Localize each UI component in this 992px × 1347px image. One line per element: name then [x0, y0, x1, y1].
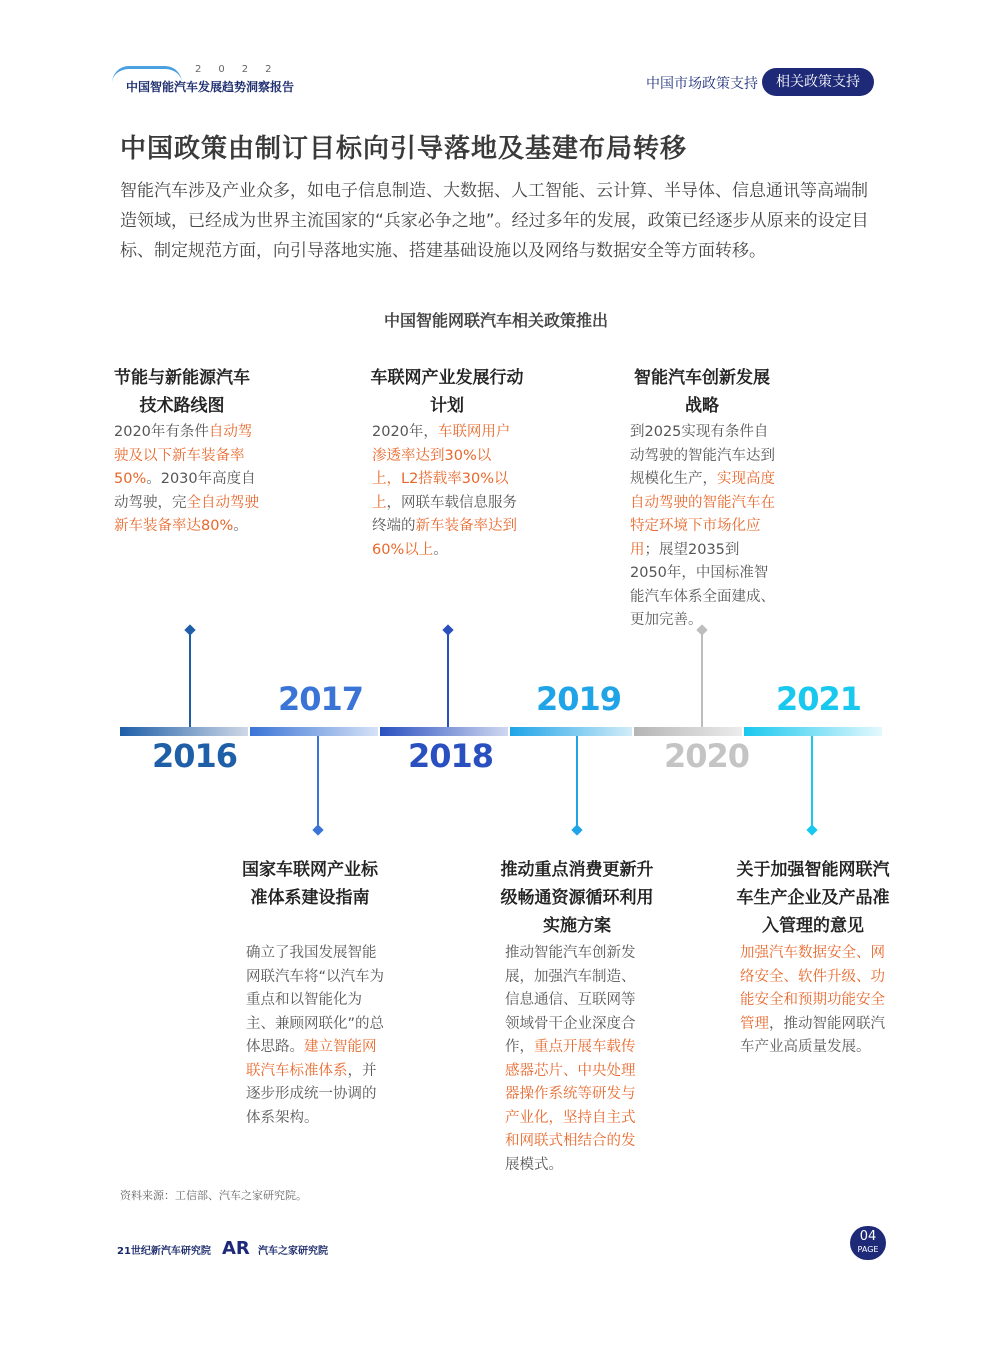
- connector-2017: [317, 736, 319, 828]
- intro-paragraph: 智能汽车涉及产业众多，如电子信息制造、大数据、人工智能、云计算、半导体、信息通讯等高端制造领域，已经成为世界主流国家的“兵家必争之地”。经过多年的发展，政策已经逐步从原来的设定目标、制定规范方面，向引导落地实施、搭建基础设施以及网络与数据安全等方面转移。: [120, 181, 869, 261]
- marker-2017-icon: [312, 824, 323, 835]
- source-note: 资料来源：工信部、汽车之家研究院。: [120, 1189, 307, 1202]
- body-text: ；展望2035到2050年，中国标准智能汽车体系全面建成、更加完善。: [630, 541, 775, 628]
- highlight-text: 加强汽车数据安全、网络安全、软件升级、功能安全和预期功能安全管理: [740, 945, 885, 1032]
- event-2017-body: [246, 942, 386, 1130]
- event-2018-title: 车联网产业发展行动计划: [370, 368, 524, 416]
- highlight-text: 重点开展车载传感器芯片、中央处理器操作系统等研发与产业化，坚持自主式和网联式相结合的发: [505, 1039, 636, 1149]
- event-2016-body: [114, 421, 264, 539]
- page-label: PAGE: [857, 1245, 879, 1254]
- event-2018-body: [372, 421, 520, 562]
- event-2020-body: [630, 421, 776, 633]
- body-text: 。: [146, 471, 161, 487]
- logo-text: 中国智能汽车发展趋势洞察报告: [126, 80, 295, 94]
- event-2016-title: 节能与新能源汽车技术路线图: [114, 368, 250, 416]
- highlight-text: 车联网用户渗透率达到30%以上，L2搭载率30%以上: [372, 424, 511, 511]
- body-text: 2020年有条件: [114, 424, 209, 440]
- event-2019-title: 推动重点消费更新升级畅通资源循环利用实施方案: [500, 860, 654, 936]
- body-text: 。: [433, 541, 448, 558]
- highlight-text: 建立智能网联汽车标准体系: [246, 1039, 377, 1079]
- footer-logo-21st-century: 21世纪新汽车研究院: [117, 1246, 211, 1257]
- timeline-segment-2017: [250, 727, 378, 736]
- body-text: 推动智能汽车创新发展，加强汽车制造、信息通信、互联网等领域骨干企业深度合作，: [505, 945, 636, 1055]
- year-2017: 2017: [278, 680, 364, 718]
- nav-related-policy-tab[interactable]: 相关政策支持: [762, 68, 874, 96]
- marker-2019-icon: [571, 824, 582, 835]
- highlight-text: 新车装备率达到60%以上: [372, 518, 517, 558]
- year-2021: 2021: [776, 680, 862, 718]
- year-2019: 2019: [536, 680, 622, 718]
- connector-2018: [447, 632, 449, 727]
- connector-2021: [811, 736, 813, 828]
- event-2019-body: [505, 942, 647, 1177]
- body-text: 到2025实现有条件自动驾驶的智能汽车达到规模化生产，: [630, 424, 775, 487]
- footer-ar-logo-icon: AR: [222, 1238, 250, 1259]
- highlight-text: 自动驾驶及以下新车装备率50%: [114, 424, 253, 487]
- timeline-segment-2018: [380, 727, 508, 736]
- event-2020-title: 智能汽车创新发展战略: [634, 368, 770, 416]
- page-number-badge: [850, 1226, 886, 1260]
- body-text: ，网联车载信息服务终端的: [372, 494, 517, 534]
- marker-2016-icon: [184, 624, 195, 635]
- connector-2016: [189, 632, 191, 727]
- body-text: 展模式。: [505, 1156, 563, 1173]
- page-title: 中国政策由制订目标向引导落地及基建布局转移: [120, 134, 688, 164]
- footer-logo-autohome-research: 汽车之家研究院: [258, 1246, 328, 1257]
- highlight-text: 全自动驾驶新车装备率达80%: [114, 494, 259, 534]
- year-2020: 2020: [664, 737, 750, 775]
- timeline-segment-2020: [634, 727, 742, 736]
- body-text: 2020年，: [372, 424, 438, 440]
- year-2018: 2018: [408, 737, 494, 775]
- page-number: 04: [859, 1229, 877, 1244]
- connector-2020: [701, 632, 703, 727]
- nav-market-policy-link[interactable]: 中国市场政策支持: [646, 76, 758, 92]
- timeline-segment-2016: [120, 727, 248, 736]
- body-text: 确立了我国发展智能网联汽车将“以汽车为重点和以智能化为主、兼顾网联化”的总体思路。: [246, 945, 385, 1055]
- event-2017-title: 国家车联网产业标准体系建设指南: [242, 860, 378, 908]
- logo-year: 2022: [195, 64, 289, 75]
- event-2021-title: 关于加强智能网联汽车生产企业及产品准入管理的意见: [736, 860, 890, 936]
- event-2021-body: [740, 942, 888, 1060]
- marker-2018-icon: [442, 624, 453, 635]
- timeline-segment-2021: [744, 727, 882, 736]
- body-text: ，推动智能网联汽车产业高质量发展。: [740, 1015, 885, 1055]
- body-text: ，并逐步形成统一协调的体系架构。: [246, 1062, 377, 1126]
- body-text: 。: [233, 518, 248, 534]
- marker-2021-icon: [806, 824, 817, 835]
- highlight-text: 实现高度自动驾驶的智能汽车在特定环境下市场化应用: [630, 471, 775, 558]
- year-2016: 2016: [152, 737, 238, 775]
- body-text: 2030年高度自动驾驶，完: [114, 471, 256, 511]
- timeline-segment-2019: [510, 727, 632, 736]
- connector-2019: [576, 736, 578, 828]
- timeline-title: 中国智能网联汽车相关政策推出: [383, 311, 608, 330]
